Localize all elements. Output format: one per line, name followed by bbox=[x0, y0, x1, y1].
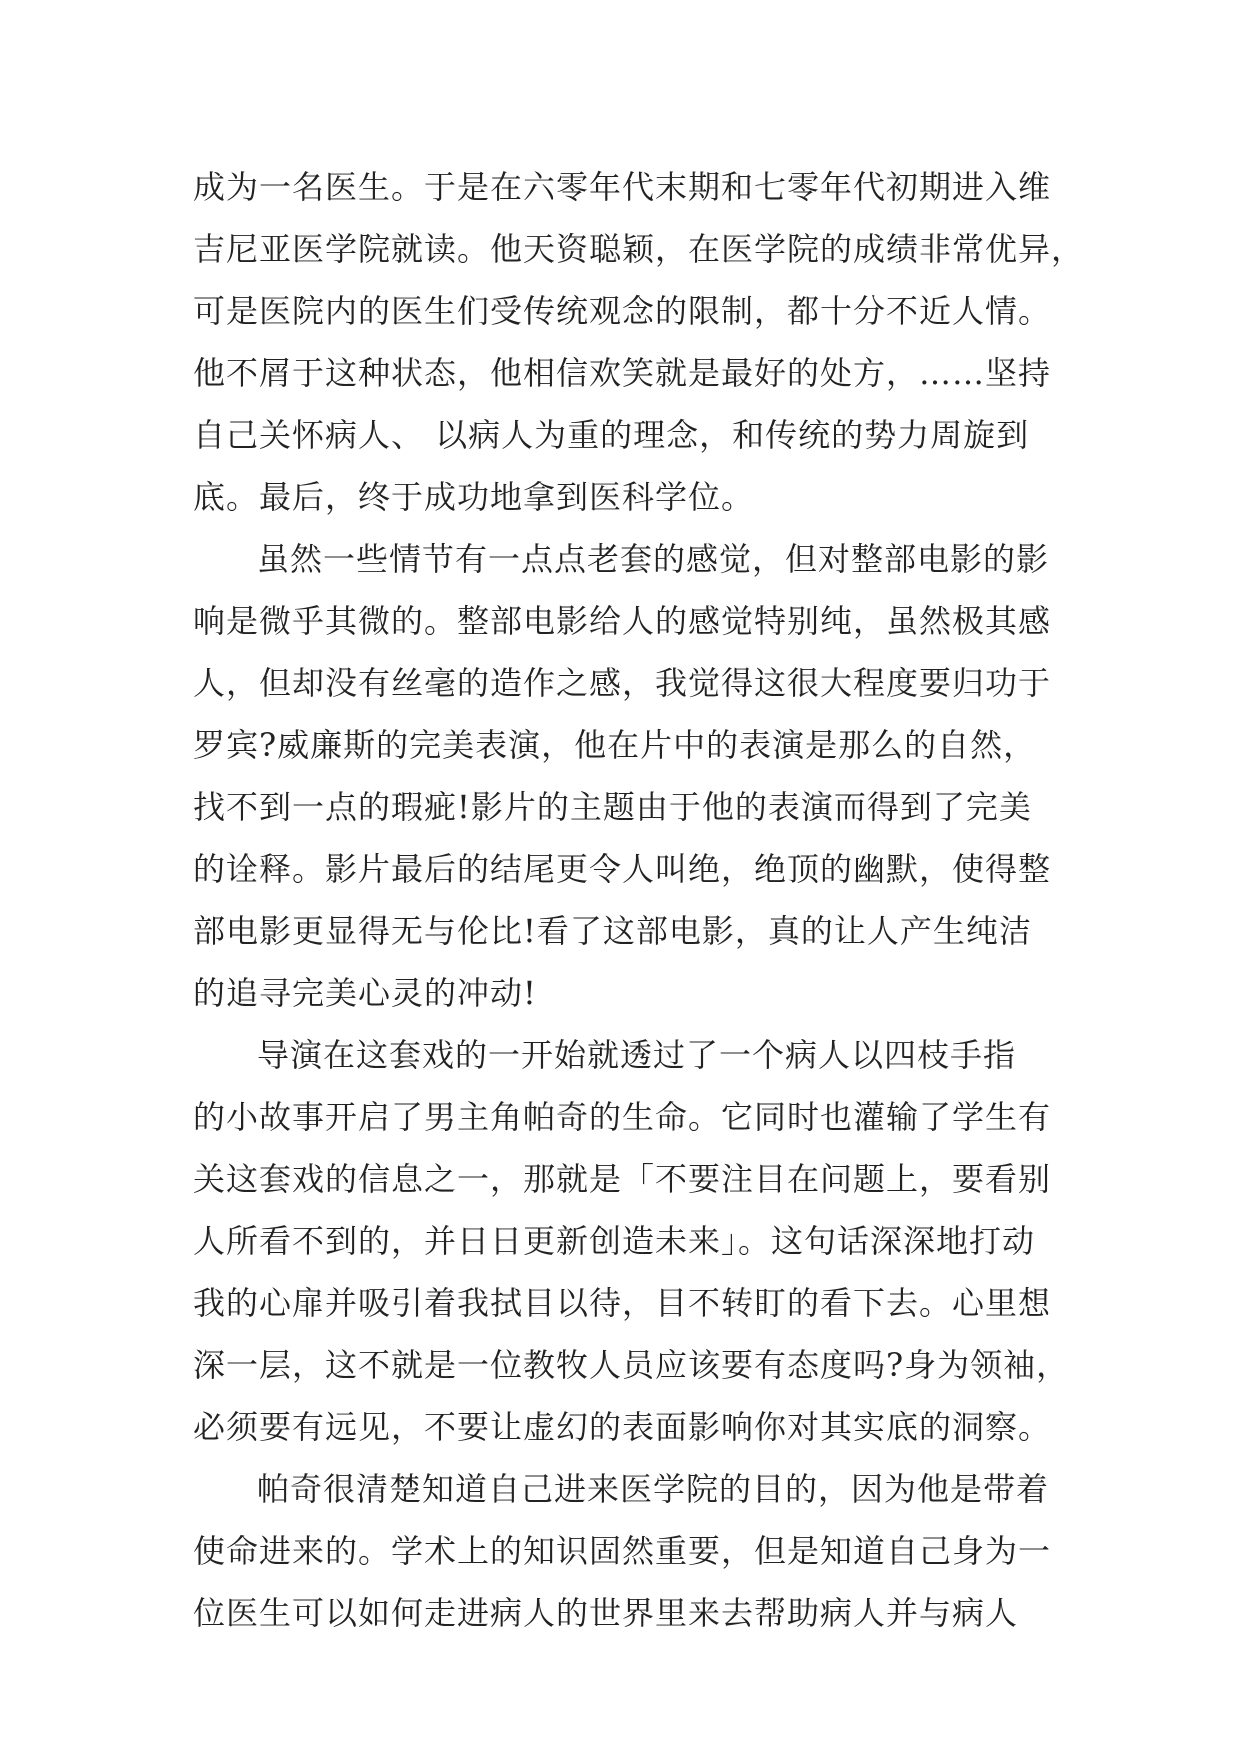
text-line: 虽然一些情节有一点点老套的感觉，但对整部电影的影 bbox=[257, 540, 1050, 578]
paragraph-3 bbox=[193, 1024, 1073, 1458]
paragraph-2 bbox=[193, 528, 1073, 1024]
text-line: 帕奇很清楚知道自己进来医学院的目的，因为他是带着 bbox=[257, 1470, 1050, 1508]
text-line: 人所看不到的，并日日更新创造未来」。这句话深深地打动 bbox=[193, 1222, 1036, 1260]
text-line: 使命进来的。学术上的知识固然重要，但是知道自己身为一 bbox=[193, 1532, 1052, 1570]
text-line: 深一层，这不就是一位教牧人员应该要有态度吗?身为领袖， bbox=[193, 1346, 1070, 1384]
text-line: 部电影更显得无与伦比!看了这部电影，真的让人产生纯洁 bbox=[193, 912, 1032, 950]
text-line: 人，但却没有丝毫的造作之感，我觉得这很大程度要归功于 bbox=[193, 664, 1052, 702]
text-line: 成为一名医生。于是在六零年代末期和七零年代初期进入维 bbox=[193, 168, 1052, 206]
text-line: 罗宾?威廉斯的完美表演，他在片中的表演是那么的自然， bbox=[193, 726, 1037, 764]
body-text bbox=[193, 156, 1085, 1644]
paragraph-1 bbox=[193, 156, 1085, 528]
text-line: 吉尼亚医学院就读。他天资聪颖，在医学院的成绩非常优异， bbox=[193, 230, 1085, 268]
text-line: 导演在这套戏的一开始就透过了一个病人以四枝手指 bbox=[257, 1036, 1017, 1074]
text-line: 他不屑于这种状态，他相信欢笑就是最好的处方，……坚持 bbox=[193, 354, 1052, 392]
text-line: 的诠释。影片最后的结尾更令人叫绝，绝顶的幽默，使得整 bbox=[193, 850, 1052, 888]
text-line: 找不到一点的瑕疵!影片的主题由于他的表演而得到了完美 bbox=[193, 788, 1032, 826]
paragraph-4 bbox=[193, 1458, 1073, 1644]
text-line: 的小故事开启了男主角帕奇的生命。它同时也灌输了学生有 bbox=[193, 1098, 1052, 1136]
text-line: 底。最后，终于成功地拿到医科学位。 bbox=[193, 478, 755, 516]
text-line: 的追寻完美心灵的冲动! bbox=[193, 974, 537, 1012]
text-line: 响是微乎其微的。整部电影给人的感觉特别纯，虽然极其感 bbox=[193, 602, 1052, 640]
text-line: 关这套戏的信息之一，那就是「不要注目在问题上，要看别 bbox=[193, 1160, 1052, 1198]
text-line: 必须要有远见，不要让虚幻的表面影响你对其实底的洞察。 bbox=[193, 1408, 1052, 1446]
text-line: 我的心扉并吸引着我拭目以待，目不转盯的看下去。心里想 bbox=[193, 1284, 1052, 1322]
text-line: 位医生可以如何走进病人的世界里来去帮助病人并与病人 bbox=[193, 1594, 1019, 1632]
text-line: 可是医院内的医生们受传统观念的限制，都十分不近人情。 bbox=[193, 292, 1052, 330]
text-line: 自己关怀病人、 以病人为重的理念，和传统的势力周旋到 bbox=[193, 416, 1030, 454]
